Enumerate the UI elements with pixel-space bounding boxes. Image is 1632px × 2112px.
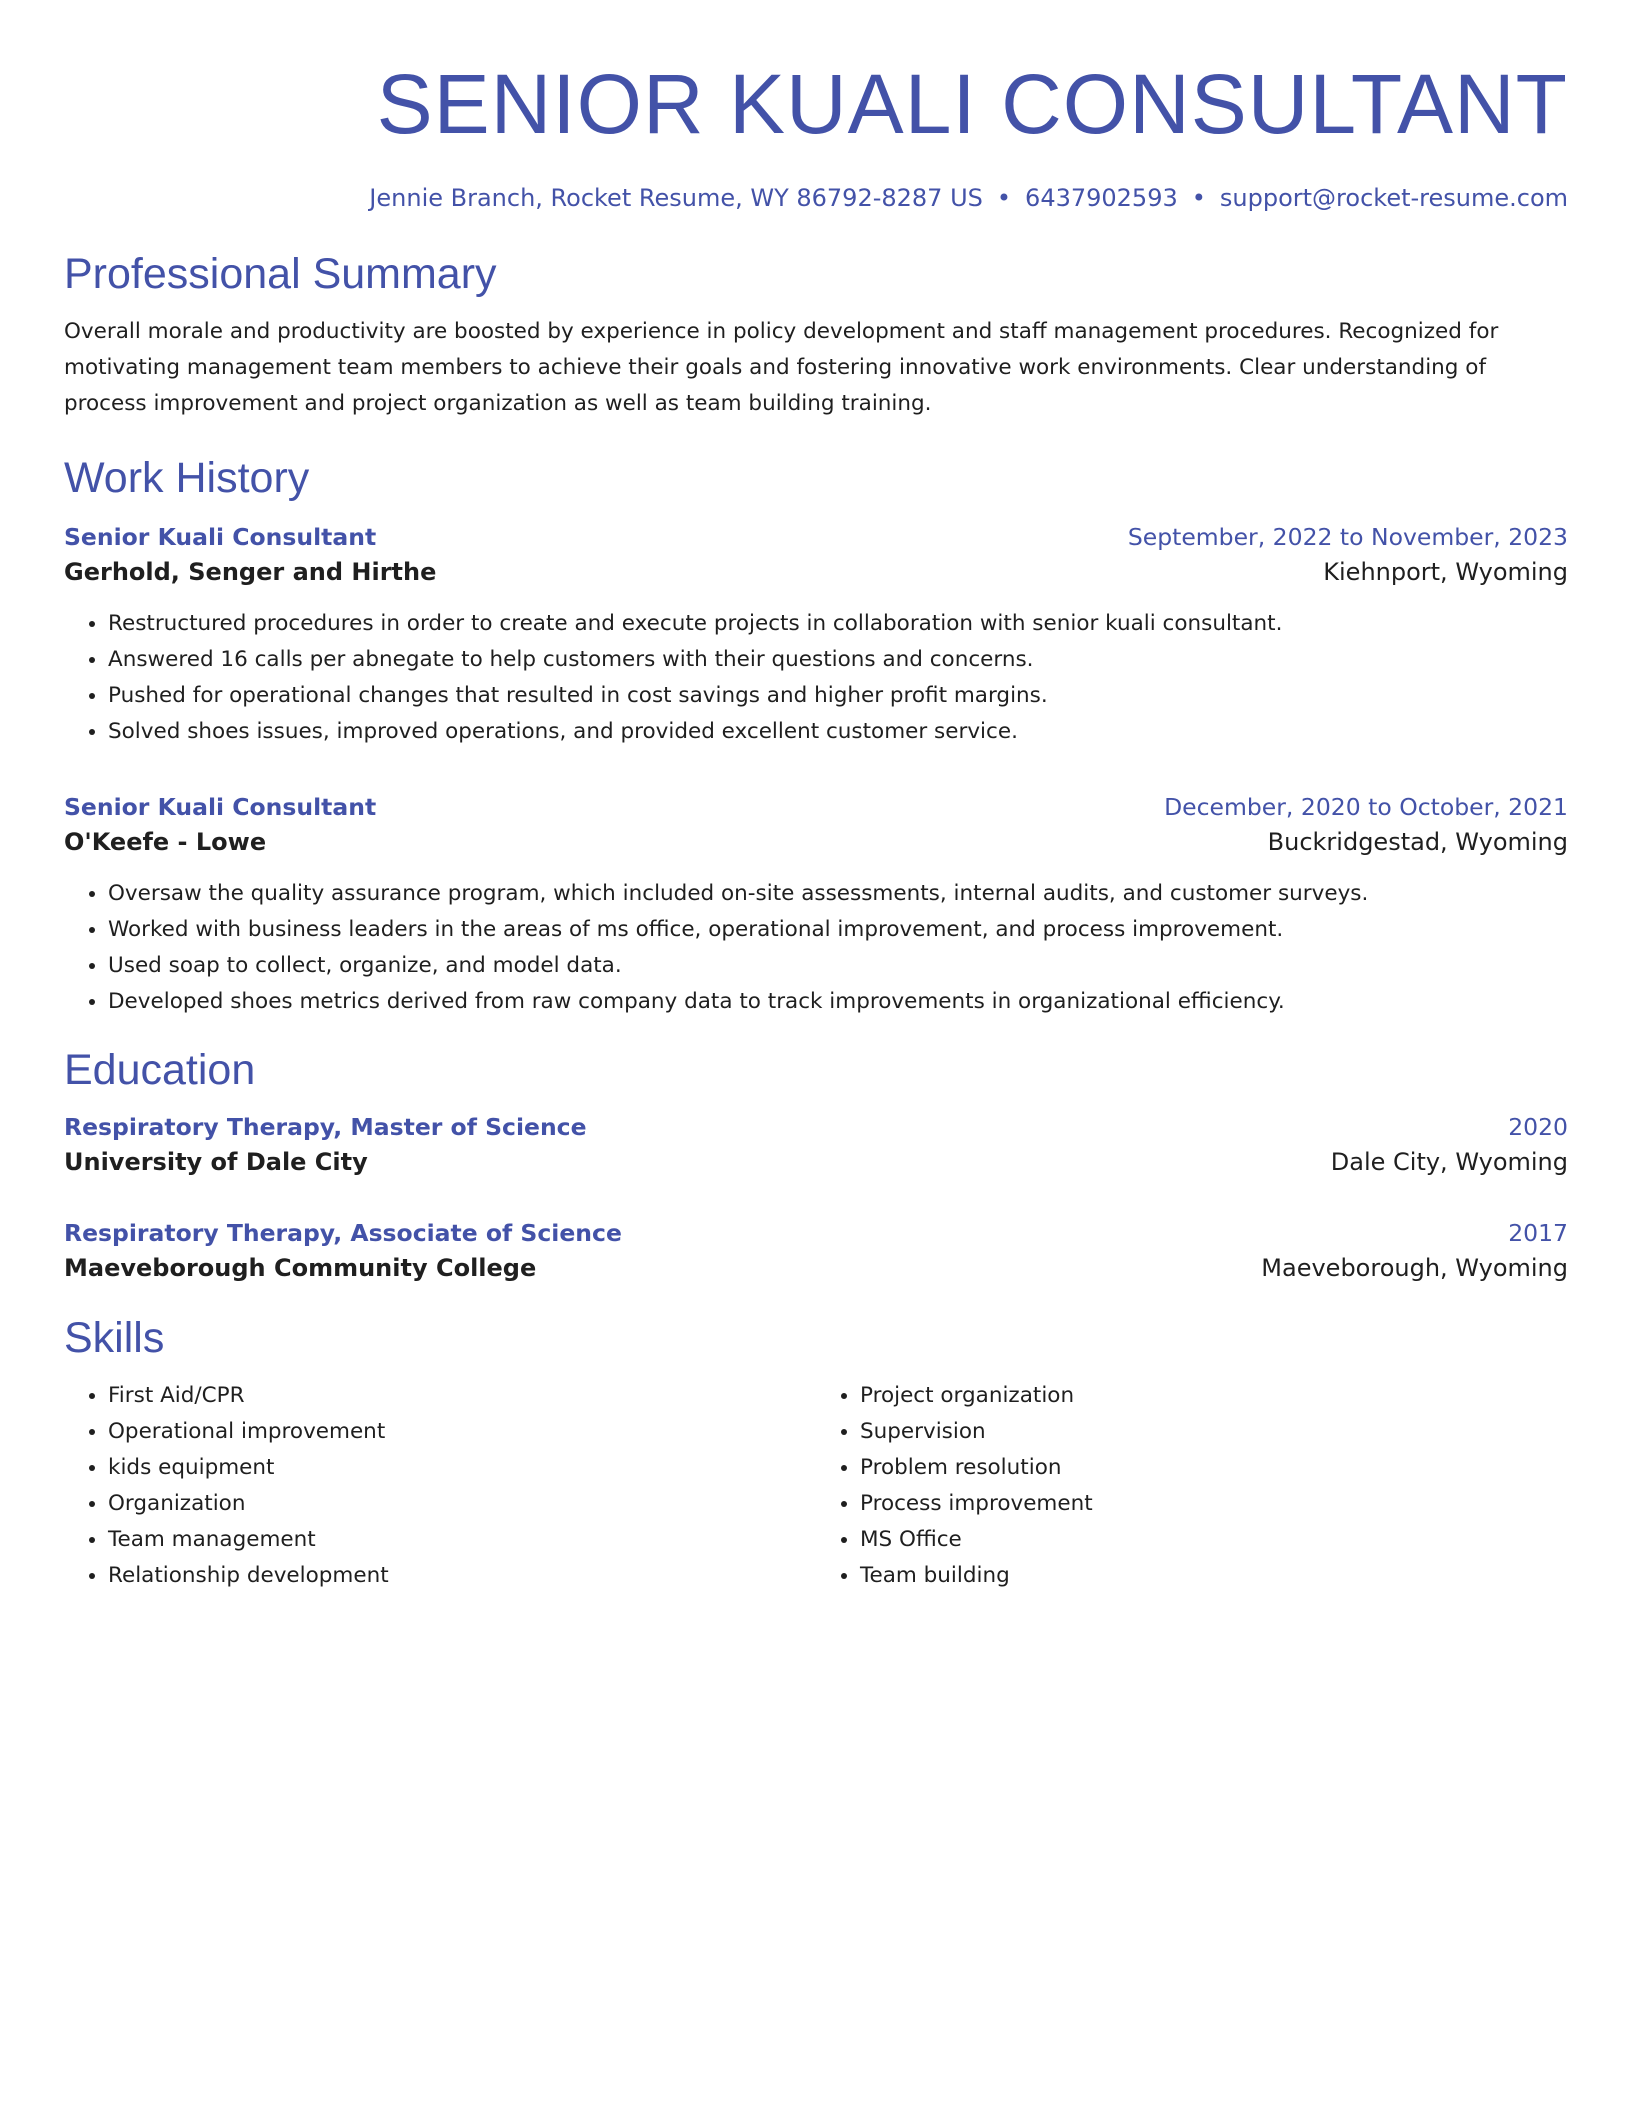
employer-row: [64, 554, 1568, 590]
job-bullet: • Developed shoes metrics derived from raw company data to track improvements in organizational efficiency.: [108, 984, 1568, 1020]
contact-email: support@rocket-resume.com: [1219, 184, 1568, 212]
job-bullet: • Restructured procedures in order to create and execute projects in collaboration with senior kuali consultant.: [108, 606, 1568, 642]
job-bullet: • Worked with business leaders in the areas of ms office, operational improvement, and process improvement.: [108, 912, 1568, 948]
education-entry: [64, 1216, 1568, 1286]
graduation-year: 2017: [1508, 1219, 1568, 1247]
skill-item: • Process improvement: [860, 1486, 1568, 1522]
work-history-heading: Work History: [64, 454, 310, 502]
school-row: [64, 1250, 1568, 1286]
degree-name: Respiratory Therapy, Master of Science: [64, 1113, 587, 1141]
degree-row: [64, 1216, 1568, 1250]
graduation-year: 2020: [1508, 1113, 1568, 1141]
job-dates: September, 2022 to November, 2023: [1127, 523, 1568, 551]
skills-column-right: [816, 1378, 1568, 1594]
contact-line: [64, 182, 1568, 214]
resume-title: SENIOR KUALI CONSULTANT: [376, 57, 1568, 151]
job-title: Senior Kuali Consultant: [64, 523, 377, 551]
skills-column-left: [64, 1378, 816, 1594]
school-location: Maeveborough, Wyoming: [1261, 1254, 1568, 1282]
degree-row: [64, 1110, 1568, 1144]
skill-item: • Project organization: [860, 1378, 1568, 1414]
job-entry: [64, 790, 1568, 1020]
job-bullet: • Used soap to collect, organize, and model data.: [108, 948, 1568, 984]
job-dates: December, 2020 to October, 2021: [1164, 793, 1568, 821]
job-entry: [64, 520, 1568, 750]
school-location: Dale City, Wyoming: [1330, 1148, 1568, 1176]
skills-heading: Skills: [64, 1314, 165, 1362]
skill-item: • First Aid/CPR: [108, 1378, 816, 1414]
job-location: Kiehnport, Wyoming: [1323, 558, 1568, 586]
job-bullet: • Solved shoes issues, improved operations, and provided excellent customer service.: [108, 714, 1568, 750]
contact-phone: 6437902593: [1025, 184, 1178, 212]
contact-separator: •: [1191, 184, 1206, 212]
employer-name: O'Keefe - Lowe: [64, 828, 267, 856]
job-bullets: [64, 606, 1568, 750]
skill-item: • Team building: [860, 1558, 1568, 1594]
skills-list: [64, 1378, 1568, 1594]
education-heading: Education: [64, 1046, 256, 1094]
summary-text: Overall morale and productivity are boosted by experience in policy development and staff management procedures. Recognized for motivating management team members to achieve their goals and fostering innovative work environments. Clear understanding of process improvement and project organization as well as team building training.: [64, 319, 1499, 416]
job-title: Senior Kuali Consultant: [64, 793, 377, 821]
education-entry: [64, 1110, 1568, 1180]
contact-address: Jennie Branch, Rocket Resume, WY 86792-8287 US: [369, 184, 983, 212]
school-name: University of Dale City: [64, 1148, 368, 1176]
skill-item: • kids equipment: [108, 1450, 816, 1486]
job-bullet: • Answered 16 calls per abnegate to help customers with their questions and concerns.: [108, 642, 1568, 678]
employer-row: [64, 824, 1568, 860]
skill-item: • Problem resolution: [860, 1450, 1568, 1486]
job-bullets: [64, 876, 1568, 1020]
skill-item: • Relationship development: [108, 1558, 816, 1594]
summary-heading: Professional Summary: [64, 250, 497, 298]
job-title-row: [64, 790, 1568, 824]
skill-item: • Supervision: [860, 1414, 1568, 1450]
degree-name: Respiratory Therapy, Associate of Science: [64, 1219, 622, 1247]
job-title-row: [64, 520, 1568, 554]
skill-item: • MS Office: [860, 1522, 1568, 1558]
skill-item: • Operational improvement: [108, 1414, 816, 1450]
skill-item: • Team management: [108, 1522, 816, 1558]
employer-name: Gerhold, Senger and Hirthe: [64, 558, 437, 586]
skill-item: • Organization: [108, 1486, 816, 1522]
job-bullet: • Pushed for operational changes that resulted in cost savings and higher profit margins.: [108, 678, 1568, 714]
job-location: Buckridgestad, Wyoming: [1267, 828, 1568, 856]
school-name: Maeveborough Community College: [64, 1254, 537, 1282]
job-bullet: • Oversaw the quality assurance program, which included on-site assessments, internal audits, and customer surveys.: [108, 876, 1568, 912]
contact-separator: •: [996, 184, 1012, 212]
school-row: [64, 1144, 1568, 1180]
